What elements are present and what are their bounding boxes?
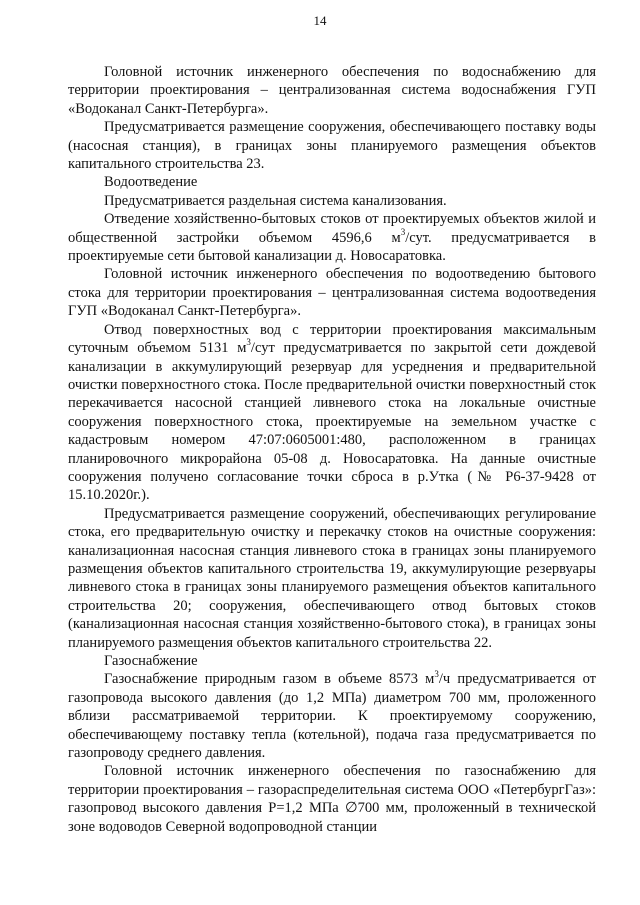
paragraph-runoff-facilities: Предусматривается размещение сооружений, обеспечивающих регулирование стока, его предварительную очистку и перекачку стоков на очистные сооружения: канализационная насосная станция ливневого стока в границах зоны планируемого размещения объектов капитального строительства 19, аккумулирующие резервуары ливневого стока в границах зоны планируемого размещения объектов капитального строительства 20; сооружения, обеспечивающего отвод бытовых стоков (канализационная насосная станция хозяйственно-бытового стока), в границах зоны планируемого размещения объектов капитального строительства 22. (68, 505, 596, 651)
paragraph-text-before: Отведение хозяйственно-бытовых стоков от проектируемых объектов жилой и общественной застройки объемом 4596,6 м (68, 211, 596, 246)
superscript: 3 (400, 226, 406, 237)
paragraph-pumping-station: Предусматривается размещение сооружения, обеспечивающего поставку воды (насосная станция), в границах зоны планируемого размещения объектов капитального строительства 23. (68, 119, 596, 173)
paragraph-text-before: Газоснабжение природным газом в объеме 8573 м (104, 671, 435, 688)
paragraph-gas-source: Головной источник инженерного обеспечения по газоснабжению для территории проектирования – газораспределительная система ООО «ПетербургГаз»: газопровод высокого давления Р=1,2 МПа ∅700 мм, проложенный в технической зоне водоводов Северной водопроводной станции (68, 763, 596, 835)
paragraph-domestic-wastewater (68, 210, 596, 265)
paragraph-water-supply-source: Головной источник инженерного обеспечения по водоснабжению для территории проектирования – централизованная система водоснабжения ГУП «Водоканал Санкт-Петербурга». (68, 64, 596, 117)
superscript: 3 (246, 337, 251, 348)
paragraph-wastewater-source: Головной источник инженерного обеспечения по водоотведению бытового стока для территории проектирования – централизованная система водоотведения ГУП «Водоканал Санкт-Петербурга». (68, 266, 596, 320)
paragraph-text-after: /сут. предусматривается в проектируемые сети бытовой канализации д. Новосаратовка. (68, 229, 596, 265)
paragraph-text-before: Отвод поверхностных вод с территории проектирования максимальным суточным объемом 5131 м (68, 321, 596, 357)
heading-gas-supply: Газоснабжение (104, 653, 198, 669)
heading-water-disposal: Водоотведение (104, 174, 198, 191)
page-number: 14 (313, 13, 327, 28)
document-body (68, 63, 596, 836)
superscript: 3 (434, 668, 439, 679)
paragraph-text-after: /ч предусматривается от газопровода высокого давления (до 1,2 МПа) диаметром 700 мм, проложенного вблизи рассматриваемой территории. К проектируемому сооружению, обеспечивающему поставку тепла (котельной), подача газа предусматривается по газопроводу среднего давления. (68, 671, 597, 762)
paragraph-natural-gas (68, 670, 596, 762)
paragraph-separate-sewerage: Предусматривается раздельная система канализования. (104, 192, 447, 209)
paragraph-text-after: /сут предусматривается по закрытой сети дождевой канализации в аккумулирующий резервуар для усреднения и предварительной очистки поверхностного стока. После предварительной очистки поверхностный сток перекачивается насосной станцией ливневого стока на локальные очистные сооружения поверхностного стока, проектируемые на земельном участке с кадастровым номером 47:07:0605001:480, расположенном в границах планировочного микрорайона 05-08 д. Новосаратовка. На данные очистные сооружения получено согласование точки сброса в р.Утка (№ Р6-37-9428 от 15.10.2020г.). (68, 340, 596, 504)
paragraph-surface-runoff (68, 321, 596, 505)
